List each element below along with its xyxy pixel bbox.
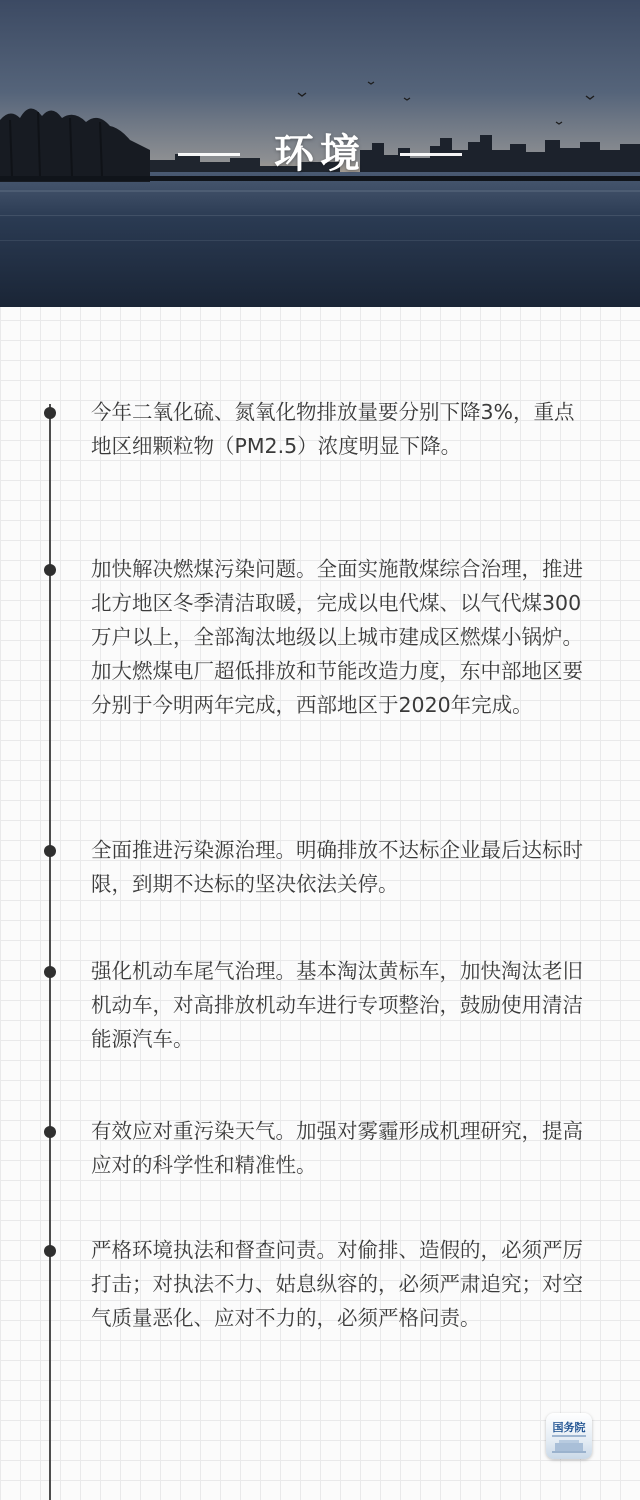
page-title-row xyxy=(0,126,640,182)
title-left-rule xyxy=(178,153,240,156)
bullet-dot xyxy=(44,1126,56,1138)
logo-label: 国务院 xyxy=(552,1421,586,1434)
bullet-dot xyxy=(44,1245,56,1257)
title-right-rule xyxy=(400,153,462,156)
list-item-text: 强化机动车尾气治理。基本淘汰黄标车，加快淘汰老旧机动车，对高排放机动车进行专项整治，鼓励使用清洁能源汽车。 xyxy=(91,959,583,1051)
header-banner xyxy=(0,0,640,307)
state-council-logo xyxy=(546,1413,592,1459)
list-item-text: 全面推进污染源治理。明确排放不达标企业最后达标时限，到期不达标的坚决依法关停。 xyxy=(91,838,583,896)
page-title: 环境 xyxy=(274,131,366,177)
bullet-dot xyxy=(44,845,56,857)
bullet-dot xyxy=(44,966,56,978)
list-item-text: 加快解决燃煤污染问题。全面实施散煤综合治理，推进北方地区冬季清洁取暖，完成以电代煤、以气代煤300万户以上，全部淘汰地级以上城市建成区燃煤小锅炉。加大燃煤电厂超低排放和节能改造力度，东中部地区要分别于今明两年完成，西部地区于2020年完成。 xyxy=(91,557,583,717)
list-item-text: 严格环境执法和督查问责。对偷排、造假的，必须严厉打击；对执法不力、姑息纵容的，必须严肃追究；对空气质量恶化、应对不力的，必须严格问责。 xyxy=(91,1238,583,1330)
bullet-dot xyxy=(44,407,56,419)
bullet-dot xyxy=(44,564,56,576)
list-item-text: 今年二氧化硫、氮氧化物排放量要分别下降3%，重点地区细颗粒物（PM2.5）浓度明显下降。 xyxy=(91,400,575,458)
building-icon xyxy=(546,1413,592,1459)
list-item-text: 有效应对重污染天气。加强对雾霾形成机理研究，提高应对的科学性和精准性。 xyxy=(91,1119,583,1177)
